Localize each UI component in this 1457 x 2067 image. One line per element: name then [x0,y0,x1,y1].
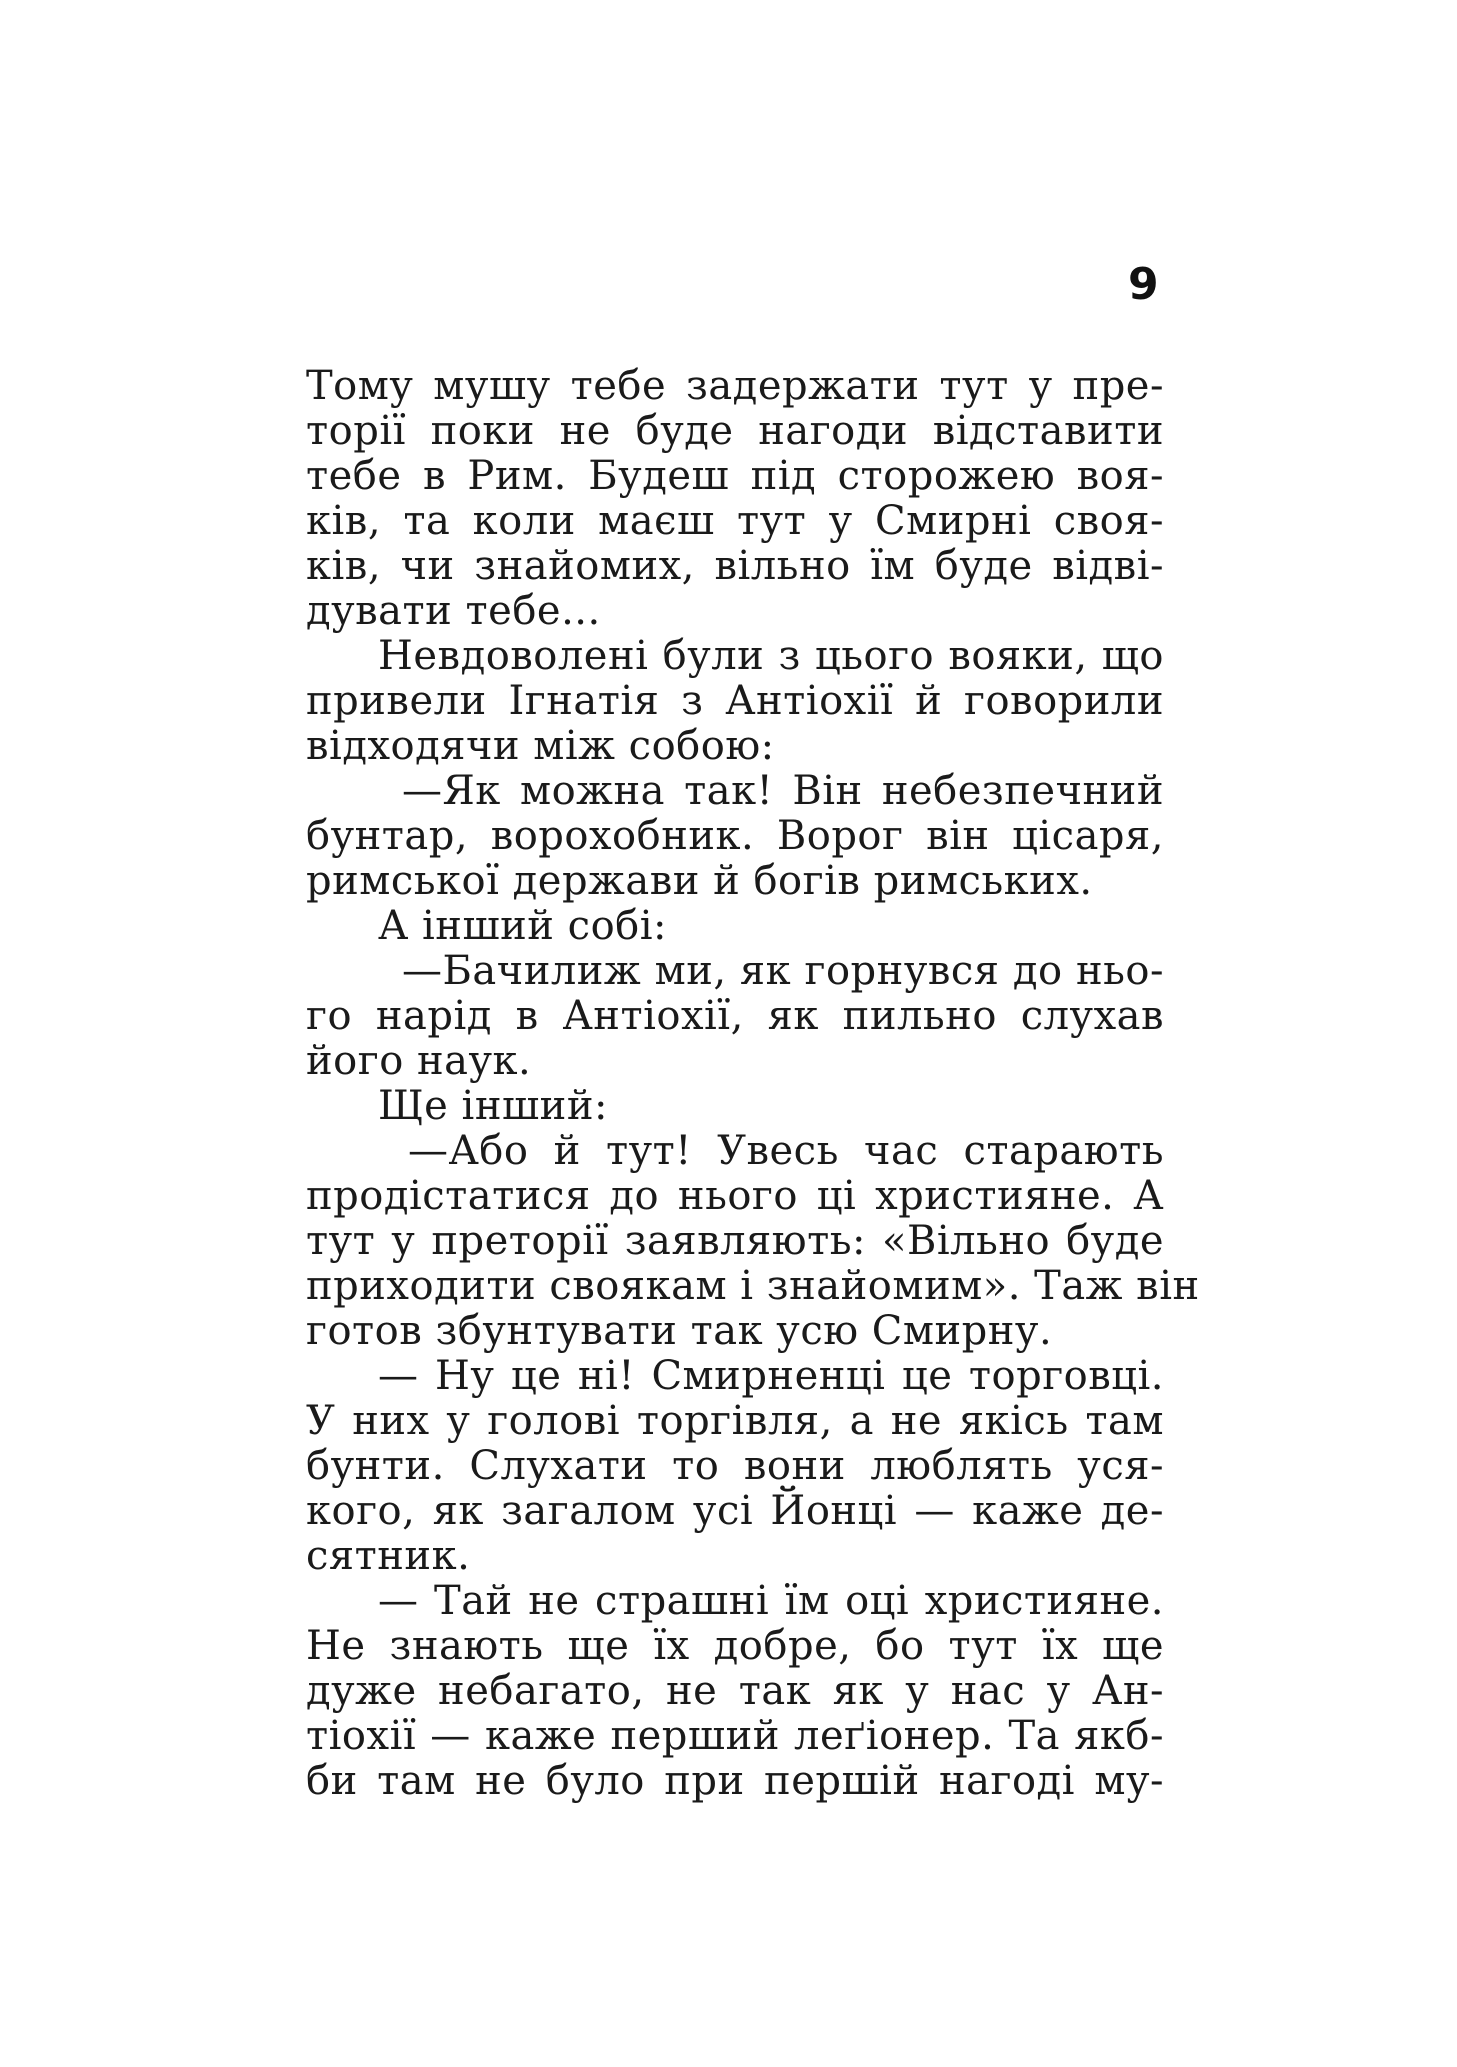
page-number: 9 [1128,259,1159,310]
text-line: торії поки не буде нагоди відставити [306,408,1164,454]
text-line: кого, як загалом усі Йонці — каже де- [306,1488,1164,1534]
text-line: А інший собі: [378,903,668,949]
text-line: — Тай не страшні їм оці християне. [378,1578,1164,1624]
text-line: Ще інший: [378,1083,608,1129]
text-line: продістатися до нього ці християне. А [306,1173,1164,1219]
text-line: його наук. [306,1038,532,1084]
text-line: би там не було при першій нагоді му- [306,1758,1164,1804]
text-line: —Або й тут! Увесь час старають [408,1128,1164,1174]
text-line: тіохії — каже перший леґіонер. Та якб- [306,1713,1164,1759]
body-text [306,363,1200,1804]
text-line: ків, та коли маєш тут у Смирні своя- [306,498,1164,544]
text-line: привели Ігнатія з Антіохії й говорили [306,678,1164,724]
text-line: тебе в Рим. Будеш під сторожею воя- [306,453,1164,499]
text-line: У них у голові торгівля, а не якісь там [306,1398,1164,1444]
text-line: бунтар, ворохобник. Ворог він цісаря, [306,813,1164,859]
text-line: тут у преторії заявляють: «Вільно буде [306,1218,1164,1264]
text-line: готов збунтувати так усю Смирну. [306,1308,1053,1354]
text-line: Тому мушу тебе задержати тут у пре- [306,363,1164,409]
text-line: сятник. [306,1533,471,1579]
text-line: го нарід в Антіохії, як пильно слухав [306,993,1164,1039]
text-line: дуже небагато, не так як у нас у Ан- [306,1668,1164,1714]
text-line: —Бачилиж ми, як горнувся до ньо- [402,948,1164,994]
text-line: ків, чи знайомих, вільно їм буде відві- [306,543,1164,589]
text-line: Невдоволені були з цього вояки, що [378,633,1164,679]
text-line: римської держави й богів римських. [306,858,1093,904]
text-line: —Як можна так! Він небезпечний [402,768,1164,814]
text-line: бунти. Слухати то вони люблять уся- [306,1443,1164,1489]
text-line: приходити своякам і знайомим». Таж він [306,1263,1200,1309]
text-line: відходячи між собою: [306,723,775,769]
text-line: — Ну це ні! Смирненці це торговці. [378,1353,1164,1399]
text-line: дувати тебе... [306,588,601,634]
text-line: Не знають ще їх добре, бо тут їх ще [306,1623,1164,1669]
